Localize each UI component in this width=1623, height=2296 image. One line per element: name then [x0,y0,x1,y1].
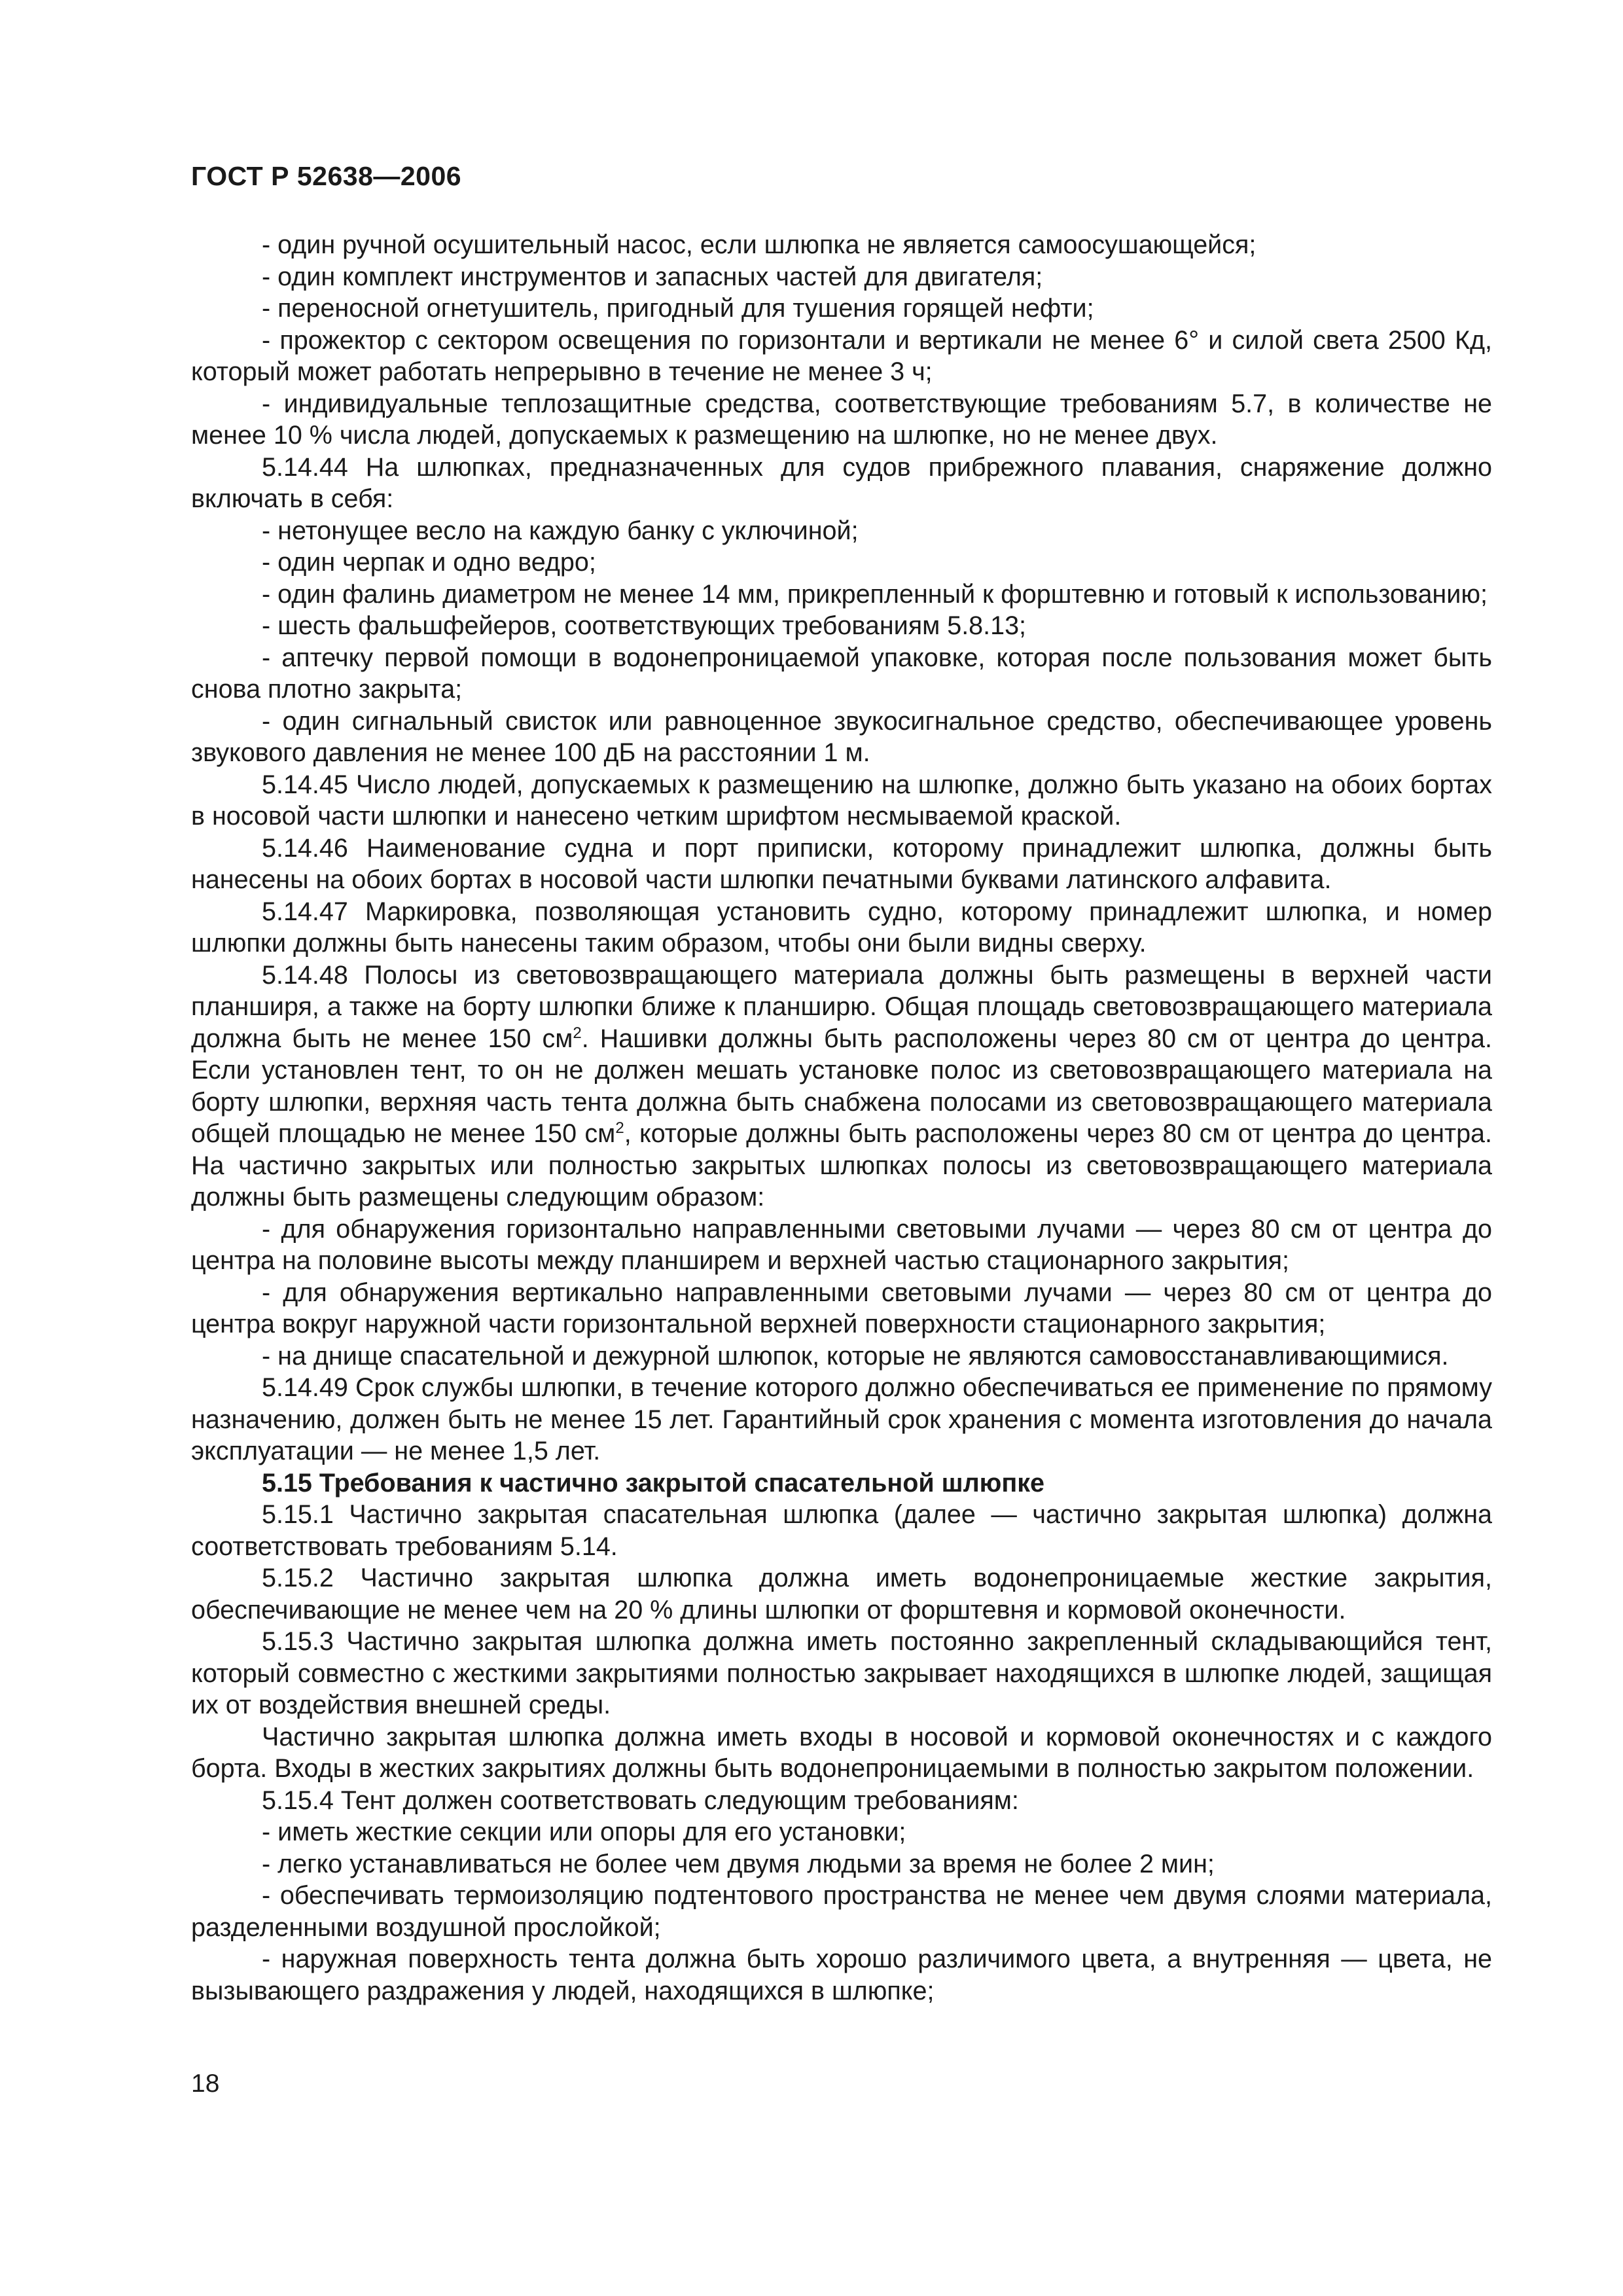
list-item: - переносной огнетушитель, пригодный для тушения горящей нефти; [262,294,1094,323]
clause-5-14-48 [191,960,1492,1213]
clause-5-15-4: 5.15.4 Тент должен соответствовать следующим требованиям: [262,1785,1019,1815]
list-item: - один ручной осушительный насос, если шлюпка не является самоосушающейся; [262,230,1257,259]
clause-5-14-44: 5.14.44 На шлюпках, предназначенных для судов прибрежного плавания, снаряжение должно включать в себя: [191,452,1492,513]
list-item: - один черпак и одно ведро; [262,548,596,577]
list-item: - на днище спасательной и дежурной шлюпок, которые не являются самовосстанавливающимися. [262,1341,1449,1371]
page-number: 18 [191,2070,220,2098]
superscript: 2 [615,1119,624,1137]
list-item: - для обнаружения горизонтально направленными световыми лучами — через 80 см от центра до центра на половине высоты между планширем и верхней частью стационарного закрытия; [191,1214,1492,1275]
list-item: - нетонущее весло на каждую банку с уключиной; [262,516,859,545]
document-body [191,229,1492,2007]
list-item: - обеспечивать термоизоляцию подтентового пространства не менее чем двумя слоями материала, разделенными воздушной прослойкой; [191,1881,1492,1942]
superscript: 2 [573,1024,582,1042]
clause-5-15-1: 5.15.1 Частично закрытая спасательная шлюпка (далее — частично закрытая шлюпка) должна соответствовать требованиям 5.14. [191,1500,1492,1561]
clause-text: , которые должны быть расположены через 80 см от центра до центра. На частично закрытых или полностью закрытых шлюпках полосы из световозвращающего материала должны быть размещены следующим образом: [191,1119,1492,1211]
clause-5-14-47: 5.14.47 Маркировка, позволяющая установить судно, которому принадлежит шлюпка, и номер шлюпки должны быть нанесены таким образом, чтобы они были видны сверху. [191,897,1492,958]
list-item: - иметь жесткие секции или опоры для его установки; [262,1818,906,1846]
clause-5-14-49: 5.14.49 Срок службы шлюпки, в течение которого должно обеспечиваться ее применение по прямому назначению, должен быть не менее 15 лет. Гарантийный срок хранения с момента изготовления до начала эксплуатации — не менее 1,5 лет. [191,1373,1492,1465]
paragraph: Частично закрытая шлюпка должна иметь входы в носовой и кормовой оконечностях и с каждого борта. Входы в жестких закрытиях должны быть водонепроницаемыми в полностью закрытом положении. [191,1722,1492,1783]
clause-5-15-2: 5.15.2 Частично закрытая шлюпка должна иметь водонепроницаемые жесткие закрытия, обеспечивающие не менее чем на 20 % длины шлюпки от форштевня и кормовой оконечности. [191,1564,1492,1624]
section-heading: 5.15 Требования к частично закрытой спасательной шлюпке [262,1468,1045,1498]
clause-5-15-3: 5.15.3 Частично закрытая шлюпка должна иметь постоянно закрепленный складывающийся тент, который совместно с жесткими закрытиями полностью закрывает находящихся в шлюпке людей, защищая их от воздействия внешней среды. [191,1627,1492,1719]
list-item: - наружная поверхность тента должна быть хорошо различимого цвета, а внутренняя — цвета, не вызывающего раздражения у людей, находящихся в шлюпке; [191,1945,1492,2005]
list-item: - шесть фальшфейеров, соответствующих требованиям 5.8.13; [262,611,1027,640]
list-item: - аптечку первой помощи в водонепроницаемой упаковке, которая после пользования может быть снова плотно закрыта; [191,643,1492,704]
clause-5-14-46: 5.14.46 Наименование судна и порт приписки, которому принадлежит шлюпка, должны быть нанесены на обоих бортах в носовой части шлюпки печатными буквами латинского алфавита. [191,833,1492,894]
list-item: - для обнаружения вертикально направленными световыми лучами — через 80 см от центра до центра вокруг наружной части горизонтальной верхней поверхности стационарного закрытия; [191,1278,1492,1338]
clause-text: . Нашивки должны быть расположены через 80 см от центра до центра. Если установлен тент, то он не должен мешать установке полос из световозвращающего материала на борту шлюпки, верхняя часть тента должна быть снабжена полосами из световозвращающего материала общей площадью не менее 150 см [191,1024,1492,1148]
list-item: - индивидуальные теплозащитные средства, соответствующие требованиям 5.7, в количестве не менее 10 % числа людей, допускаемых к размещению на шлюпке, но не менее двух. [191,389,1492,450]
clause-text: 5.14.48 Полосы из световозвращающего материала должны быть размещены в верхней части планширя, а также на борту шлюпки ближе к планширю. Общая площадь световозвращающего материала должна быть не менее 150 см [191,960,1492,1053]
list-item: - легко устанавливаться не более чем двумя людьми за время не более 2 мин; [262,1849,1215,1878]
list-item: - один сигнальный свисток или равноценное звукосигнальное средство, обеспечивающее уровень звукового давления не менее 100 дБ на расстоянии 1 м. [191,706,1492,767]
list-item: - прожектор с сектором освещения по горизонтали и вертикали не менее 6° и силой света 2500 Кд, который может работать непрерывно в течение не менее 3 ч; [191,325,1492,386]
list-item: - один фалинь диаметром не менее 14 мм, прикрепленный к форштевню и готовый к использованию; [262,579,1488,609]
clause-5-14-45: 5.14.45 Число людей, допускаемых к размещению на шлюпке, должно быть указано на обоих бортах в носовой части шлюпки и нанесено четким шрифтом несмываемой краской. [191,770,1492,831]
document-code-header: ГОСТ Р 52638—2006 [191,161,462,191]
list-item: - один комплект инструментов и запасных частей для двигателя; [262,262,1043,291]
